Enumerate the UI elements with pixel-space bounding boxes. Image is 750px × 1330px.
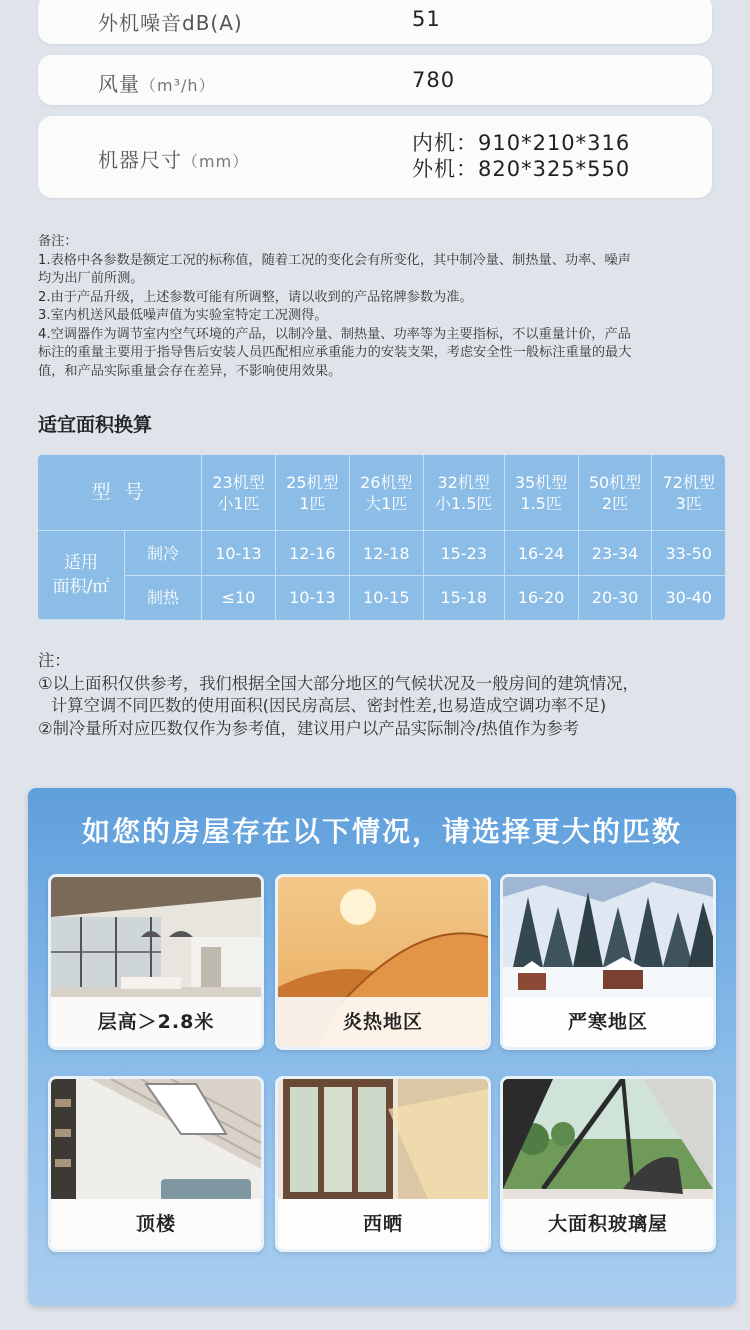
model-cell <box>350 455 424 531</box>
model-name: 23机型 <box>212 472 265 492</box>
model-name: 50机型 <box>588 472 642 492</box>
model-cell <box>652 455 725 531</box>
model-hp: 1.5匹 <box>520 493 562 513</box>
model-cell <box>424 455 505 531</box>
remarks-line: 均为出厂前所测。 <box>38 271 144 286</box>
row-group-label <box>38 531 125 620</box>
spec-row-dimensions <box>38 116 712 198</box>
spec-label <box>98 68 216 97</box>
table-cell: ≤10 <box>202 576 276 620</box>
condition-label: 严寒地区 <box>503 997 713 1047</box>
remarks-line: 2.由于产品升级，上述参数可能有所调整，请以收到的产品铭牌参数为准。 <box>38 289 473 305</box>
condition-card-high-ceiling <box>48 874 264 1050</box>
table-cell: 30-40 <box>665 588 712 608</box>
spec-row-noise <box>38 0 712 44</box>
conditions-title: 如您的房屋存在以下情况，请选择更大的匹数 <box>81 815 682 848</box>
model-cell <box>505 455 579 531</box>
model-name: 25机型 <box>286 472 339 492</box>
model-cell <box>276 455 350 531</box>
remarks-title: 备注： <box>38 234 78 249</box>
model-hp: 大1匹 <box>365 493 408 513</box>
model-hp: 1匹 <box>299 493 326 513</box>
spec-value: 780 <box>412 68 456 92</box>
spec-unit: （m³/h） <box>140 76 216 95</box>
remarks-line: 3.室内机送风最低噪声值为实验室特定工况测得。 <box>38 308 328 323</box>
table-row-heating <box>38 576 725 620</box>
condition-card-west-sun <box>275 1076 491 1252</box>
condition-label: 层高＞2.8米 <box>51 997 261 1047</box>
remarks-line: 标注的重量主要用于指导售后安装人员匹配相应承重能力的安装支架，考虑安全性一般标注重量的最大 <box>38 345 632 360</box>
condition-card-hot-region <box>275 874 491 1050</box>
model-name: 72机型 <box>662 472 715 492</box>
model-name: 32机型 <box>437 472 490 492</box>
area-section-title: 适宜面积换算 <box>38 414 153 436</box>
notes-line: ②制冷量所对应匹数仅作为参考值，建议用户以产品实际制冷/热值作为参考 <box>38 718 580 738</box>
model-hp: 小1匹 <box>217 493 260 513</box>
remarks <box>38 233 728 381</box>
spec-value: 51 <box>412 7 441 31</box>
condition-label: 大面积玻璃屋 <box>503 1199 713 1249</box>
notes-title: 注： <box>38 651 71 670</box>
table-row-cooling <box>38 531 725 575</box>
table-header-row <box>38 455 725 531</box>
table-cell: 10-13 <box>202 531 276 575</box>
notes-line: 计算空调不同匹数的使用面积(因民房高层、密封性差,也易造成空调功率不足) <box>51 696 607 715</box>
table-cell: 16-20 <box>505 576 579 620</box>
area-notes <box>38 650 728 740</box>
spec-unit: （mm） <box>182 152 250 171</box>
outdoor-dimensions: 外机：820*325*550 <box>412 157 631 181</box>
table-cell: 10-15 <box>350 576 424 620</box>
condition-label: 顶楼 <box>51 1199 261 1249</box>
condition-label: 西晒 <box>278 1199 488 1249</box>
model-name: 35机型 <box>514 472 568 492</box>
spec-value-dimensions <box>412 130 630 182</box>
model-cell <box>202 455 276 531</box>
model-name: 26机型 <box>360 472 413 492</box>
table-cell: 15-18 <box>424 576 505 620</box>
condition-card-cold-region <box>500 874 716 1050</box>
spec-label <box>98 144 249 173</box>
remarks-line: 4.空调器作为调节室内空气环境的产品，以制冷量、制热量、功率等为主要指标，不以重量计价，产品 <box>38 326 631 342</box>
model-hp: 小1.5匹 <box>434 493 493 513</box>
table-cell: 23-34 <box>579 531 653 575</box>
spec-label: 外机噪音dB(A) <box>98 11 243 35</box>
remarks-line: 1.表格中各参数是额定工况的标称值，随着工况的变化会有所变化，其中制冷量、制热量、功率、噪声 <box>38 252 631 268</box>
model-cell <box>579 455 653 531</box>
conditions-panel <box>28 788 736 1306</box>
model-hp: 2匹 <box>601 493 629 513</box>
table-cell: 10-13 <box>276 576 350 620</box>
remarks-line: 值，和产品实际重量会存在差异，不影响使用效果。 <box>38 363 342 379</box>
table-cell: 15-23 <box>424 531 505 575</box>
condition-card-top-floor <box>48 1076 264 1252</box>
row-label: 制冷 <box>125 531 202 575</box>
table-cell: 20-30 <box>579 576 653 620</box>
spec-label-text: 机器尺寸 <box>98 148 182 172</box>
condition-label: 炎热地区 <box>278 997 488 1047</box>
table-cell: 12-16 <box>276 531 350 575</box>
row-group-label-line: 适用 <box>64 553 98 574</box>
area-table <box>38 455 725 620</box>
spec-label-text: 风量 <box>98 72 140 96</box>
spec-row-airflow <box>38 55 712 105</box>
row-group-label-line: 面积/㎡ <box>52 577 110 598</box>
table-cell: 16-24 <box>505 531 579 575</box>
table-cell: 12-18 <box>350 531 424 575</box>
model-hp: 3匹 <box>675 493 702 513</box>
model-header: 型 号 <box>38 455 202 531</box>
notes-line: ①以上面积仅供参考，我们根据全国大部分地区的气候状况及一般房间的建筑情况， <box>38 673 639 693</box>
condition-card-glass-house <box>500 1076 716 1252</box>
row-label: 制热 <box>125 576 202 620</box>
table-cell: 33-50 <box>652 531 725 575</box>
indoor-dimensions: 内机：910*210*316 <box>412 131 631 155</box>
